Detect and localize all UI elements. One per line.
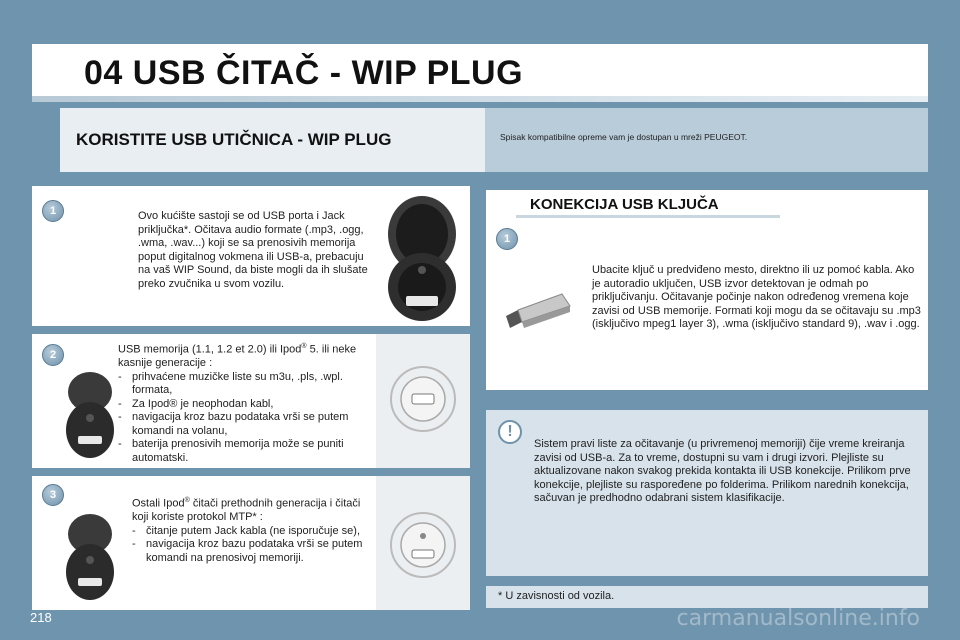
list-item: - navigacija kroz bazu podataka vrši se putem komandi na volanu,	[118, 411, 372, 438]
warning-icon: !	[498, 420, 522, 444]
warning-panel	[486, 410, 928, 576]
step-1-text: Ovo kućište sastoji se od USB porta i Jack priključka*. Očitava audio formate (.mp3, .ogg, .wma, .wav...) koji se sa prenosivih memorija poput digitalnog vokmena ili USB-a, prebacuju na vaš WIP Sound, da biste mogli da ih slušate preko zvučnika u svom vozilu.	[138, 210, 368, 290]
footnote-panel	[486, 586, 928, 608]
usb-key-icon	[504, 288, 574, 336]
page-title: 04 USB ČITAČ - WIP PLUG	[84, 54, 524, 92]
section-title: KORISTITE USB UTIČNICA - WIP PLUG	[76, 130, 392, 149]
compat-note: Spisak kompatibilne opreme vam je dostupan u mreži PEUGEOT.	[500, 132, 748, 142]
step-2-panel	[32, 334, 470, 468]
footnote: * U zavisnosti od vozila.	[498, 590, 615, 602]
list-item: - prihvaćene muzičke liste su m3u, .pls, .wpl. formata,	[118, 371, 372, 398]
title-underline	[32, 96, 928, 102]
list-item: - navigacija kroz bazu podataka vrši se putem komandi na prenosivoj memoriji.	[132, 538, 372, 565]
list-item: - Za Ipod® je neophodan kabl,	[118, 398, 372, 412]
step-number-3: 3	[42, 484, 64, 506]
step-2-text: USB memorija (1.1, 1.2 et 2.0) ili Ipod® 5. ili neke kasnije generacije : - prihvaćene muzičke liste su m3u, .pls, .wpl. formata, - Za Ipod® je neophodan kabl, - navigacija kroz bazu podataka vrši se putem komandi na volanu, - baterija prenosivih memorija može se puniti automatski.	[118, 340, 372, 465]
step-3-panel	[32, 476, 470, 610]
connection-text: Ubacite ključ u predviđeno mesto, direktno ili uz pomoć kabla. Ako je autoradio uključen, USB izvor detektovan je odmah po priključivanju. Očitavanje počinje nakon određenog vremena koje zavisi od USB memorije. Formati koji mogu da se očitavaju su .mp3 (isključivo mpeg1 layer 3), .wma (isključivo standard 9), .wav i .ogg.	[592, 264, 921, 330]
jack-port-icon	[388, 510, 458, 580]
usb-port-icon	[388, 364, 458, 434]
list-item: - čitanje putem Jack kabla (ne isporučuje se),	[132, 525, 372, 539]
connection-step-number: 1	[496, 228, 518, 250]
warning-text: Sistem pravi liste za očitavanje (u privremenoj memoriji) čije vreme kreiranja zavisi od USB-a. Za to vreme, dostupni su vam i drugi izvori. Plejliste su aktualizovane nakon svakog prekida kontakta ili USB konekcije. Prilikom prve konekcije, plejliste su raspoređene po folderima. Prilikom narednih konekcija, sačuvan je predhodno odabrani sistem klasifikacije.	[534, 438, 911, 504]
connection-panel	[486, 190, 928, 390]
watermark: carmanualsonline.info	[676, 606, 920, 631]
wip-plug-icon	[62, 370, 118, 462]
title-bar	[32, 44, 928, 102]
step-3-text: Ostali Ipod® čitači prethodnih generacija i čitači koji koriste protokol MTP* : - čitanje putem Jack kabla (ne isporučuje se), - navigacija kroz bazu podataka vrši se putem komandi na prenosivoj memoriji.	[132, 494, 372, 565]
connection-title: KONEKCIJA USB KLJUČA	[530, 196, 719, 213]
list-item: - baterija prenosivih memorija može se puniti automatski.	[118, 438, 372, 465]
page-number: 218	[30, 610, 52, 625]
wip-plug-open-icon	[382, 192, 462, 322]
step-number-1: 1	[42, 200, 64, 222]
step-1-panel	[32, 186, 470, 326]
section-header	[60, 108, 485, 172]
wip-plug-icon	[62, 512, 118, 604]
step-number-2: 2	[42, 344, 64, 366]
